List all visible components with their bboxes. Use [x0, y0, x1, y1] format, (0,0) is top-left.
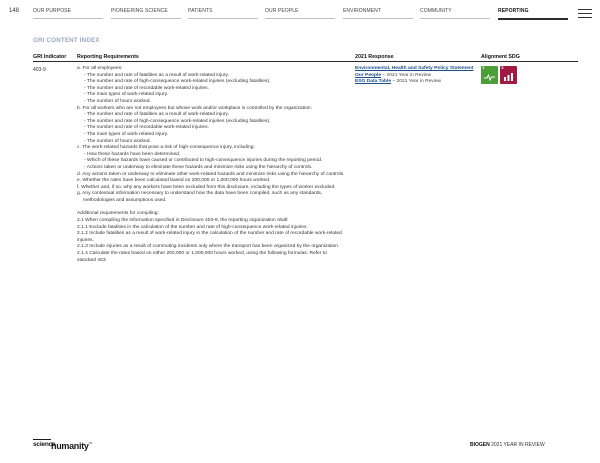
- requirement-line: - How these hazards have been determined.: [84, 151, 181, 157]
- footer-brand: [470, 442, 545, 448]
- ehs-policy-link[interactable]: Environmental, Health and Safety Policy Statement: [355, 66, 474, 71]
- requirement-line: - The number of hours worked.: [84, 98, 151, 104]
- requirement-line: a. For all employees:: [77, 66, 123, 71]
- requirement-line: b. For all workers who are not employees but whose work and/or workplace is controlled by the organization:: [77, 105, 312, 111]
- brand-name: BIOGEN: [470, 442, 490, 448]
- requirement-line: - The number and rate of recordable work-related injuries.: [84, 125, 209, 131]
- requirement-line: - The main types of work-related injury.: [84, 92, 169, 98]
- requirement-line: g. Any contextual information necessary to understand how the data have been compiled, such as any standards, methodologies and assumptions used.: [77, 191, 323, 203]
- sdg-3-number: 3: [482, 66, 485, 70]
- header-gri-indicator: GRI Indicator: [33, 54, 67, 60]
- nav-divider: [343, 18, 413, 19]
- nav-our-people[interactable]: OUR PEOPLE: [265, 8, 299, 14]
- section-title: GRI CONTENT INDEX: [33, 37, 100, 44]
- nav-divider: [265, 18, 335, 19]
- growth-chart-icon: [500, 66, 517, 84]
- sdg-icons: [481, 66, 531, 86]
- nav-active-indicator: [498, 18, 568, 20]
- top-navigation: [0, 0, 600, 26]
- header-reporting-requirements: Reporting Requirements: [77, 54, 139, 60]
- nav-environment[interactable]: ENVIRONMENT: [343, 8, 382, 14]
- requirement-line: e. Whether the rates have been calculated based on 200,000 or 1,000,000 hours worked.: [77, 178, 271, 184]
- nav-community[interactable]: COMMUNITY: [420, 8, 452, 14]
- nav-our-purpose[interactable]: OUR PURPOSE: [33, 8, 72, 14]
- nav-divider: [33, 18, 103, 19]
- nav-divider: [111, 18, 181, 19]
- requirement-line: 2.1 When compiling the information specified in Disclosure 403-9, the reporting organization shall:: [77, 218, 289, 224]
- page-number: 148: [9, 8, 20, 14]
- response-cell: [355, 66, 474, 86]
- requirement-line: - Actions taken or underway to eliminate these hazards and minimize risks using the hierarchy of controls.: [84, 164, 313, 170]
- requirement-line: 2.1.4 Calculate the rates based on either 200,000 or 1,000,000 hours worked, using the following formulas: Refer to standard 403.: [77, 251, 327, 263]
- sdg-3-good-health-icon: [481, 66, 498, 84]
- nav-pioneering-science[interactable]: PIONEERING SCIENCE: [111, 8, 168, 14]
- menu-icon[interactable]: [578, 9, 592, 18]
- reporting-requirements: [77, 66, 347, 264]
- requirement-line: - The number of hours worked.: [84, 138, 151, 144]
- requirement-line: 2.1.3 Include injuries as a result of commuting incidents only where the transport has been organized by the organization.: [77, 244, 340, 250]
- nav-divider: [420, 18, 490, 19]
- sdg-8-decent-work-icon: [500, 66, 517, 84]
- requirement-line: Additional requirements for compiling:: [77, 211, 159, 217]
- requirement-line: d. Any actions taken or underway to eliminate other work-related hazards and minimize risks using the hierarchy of controls.: [77, 171, 345, 177]
- requirement-line: - The number and rate of high-consequence work-related injuries (excluding fatalities).: [84, 79, 271, 85]
- header-alignment-sdg: Alignment SDG: [481, 54, 520, 60]
- nav-reporting[interactable]: REPORTING: [498, 8, 529, 14]
- esg-data-table-link[interactable]: ESG Data Table: [355, 79, 392, 85]
- requirement-line: - The number and rate of fatalities as a result of work-related injury.: [84, 112, 229, 118]
- logo-rule: [33, 439, 51, 440]
- requirement-line: f. Whether and, if so, why any workers have been excluded from this disclosure, including the types of worker excluded.: [77, 184, 336, 190]
- requirement-line: - The number and rate of recordable work-related injuries.: [84, 85, 209, 91]
- requirement-line: - The main types of work-related injury.: [84, 131, 169, 137]
- logo-science: science: [33, 441, 56, 448]
- table-header-rule: [33, 61, 578, 62]
- science-humanity-logo: [33, 441, 111, 455]
- esg-data-table-suffix: – 2021 Year in Review: [391, 79, 442, 85]
- header-2021-response: 2021 Response: [355, 54, 394, 60]
- our-people-suffix: – 2021 Year in Review: [381, 72, 432, 78]
- requirement-line: 2.1.2 Include fatalities as a result of work-related injury in the calculation of the number and rate of recordable work-related injuries.: [77, 231, 342, 243]
- nav-patients[interactable]: PATIENTS: [188, 8, 213, 14]
- brand-suffix: 2021 YEAR IN REVIEW: [491, 442, 545, 448]
- our-people-link[interactable]: Our People: [355, 72, 382, 78]
- requirement-line: c. The work-related hazards that pose a risk of high-consequence injury, including:: [77, 145, 255, 151]
- gri-indicator-value: 403-9: [33, 67, 46, 73]
- nav-divider: [188, 18, 258, 19]
- requirement-line: - The number and rate of high-consequence work-related injuries (excluding fatalities).: [84, 118, 271, 124]
- logo-humanity: humanity™: [51, 441, 93, 451]
- heartbeat-icon: [481, 66, 498, 84]
- requirement-line: - Which of these hazards have caused or contributed to high-consequence injuries during the reporting period.: [84, 158, 323, 164]
- requirement-line: 2.1.1 Exclude fatalities in the calculation of the number and rate of high-consequence work-related injuries.: [77, 224, 308, 230]
- sdg-8-number: 8: [501, 66, 504, 70]
- requirement-line: - The number and rate of fatalities as a result of work-related injury.: [84, 72, 229, 78]
